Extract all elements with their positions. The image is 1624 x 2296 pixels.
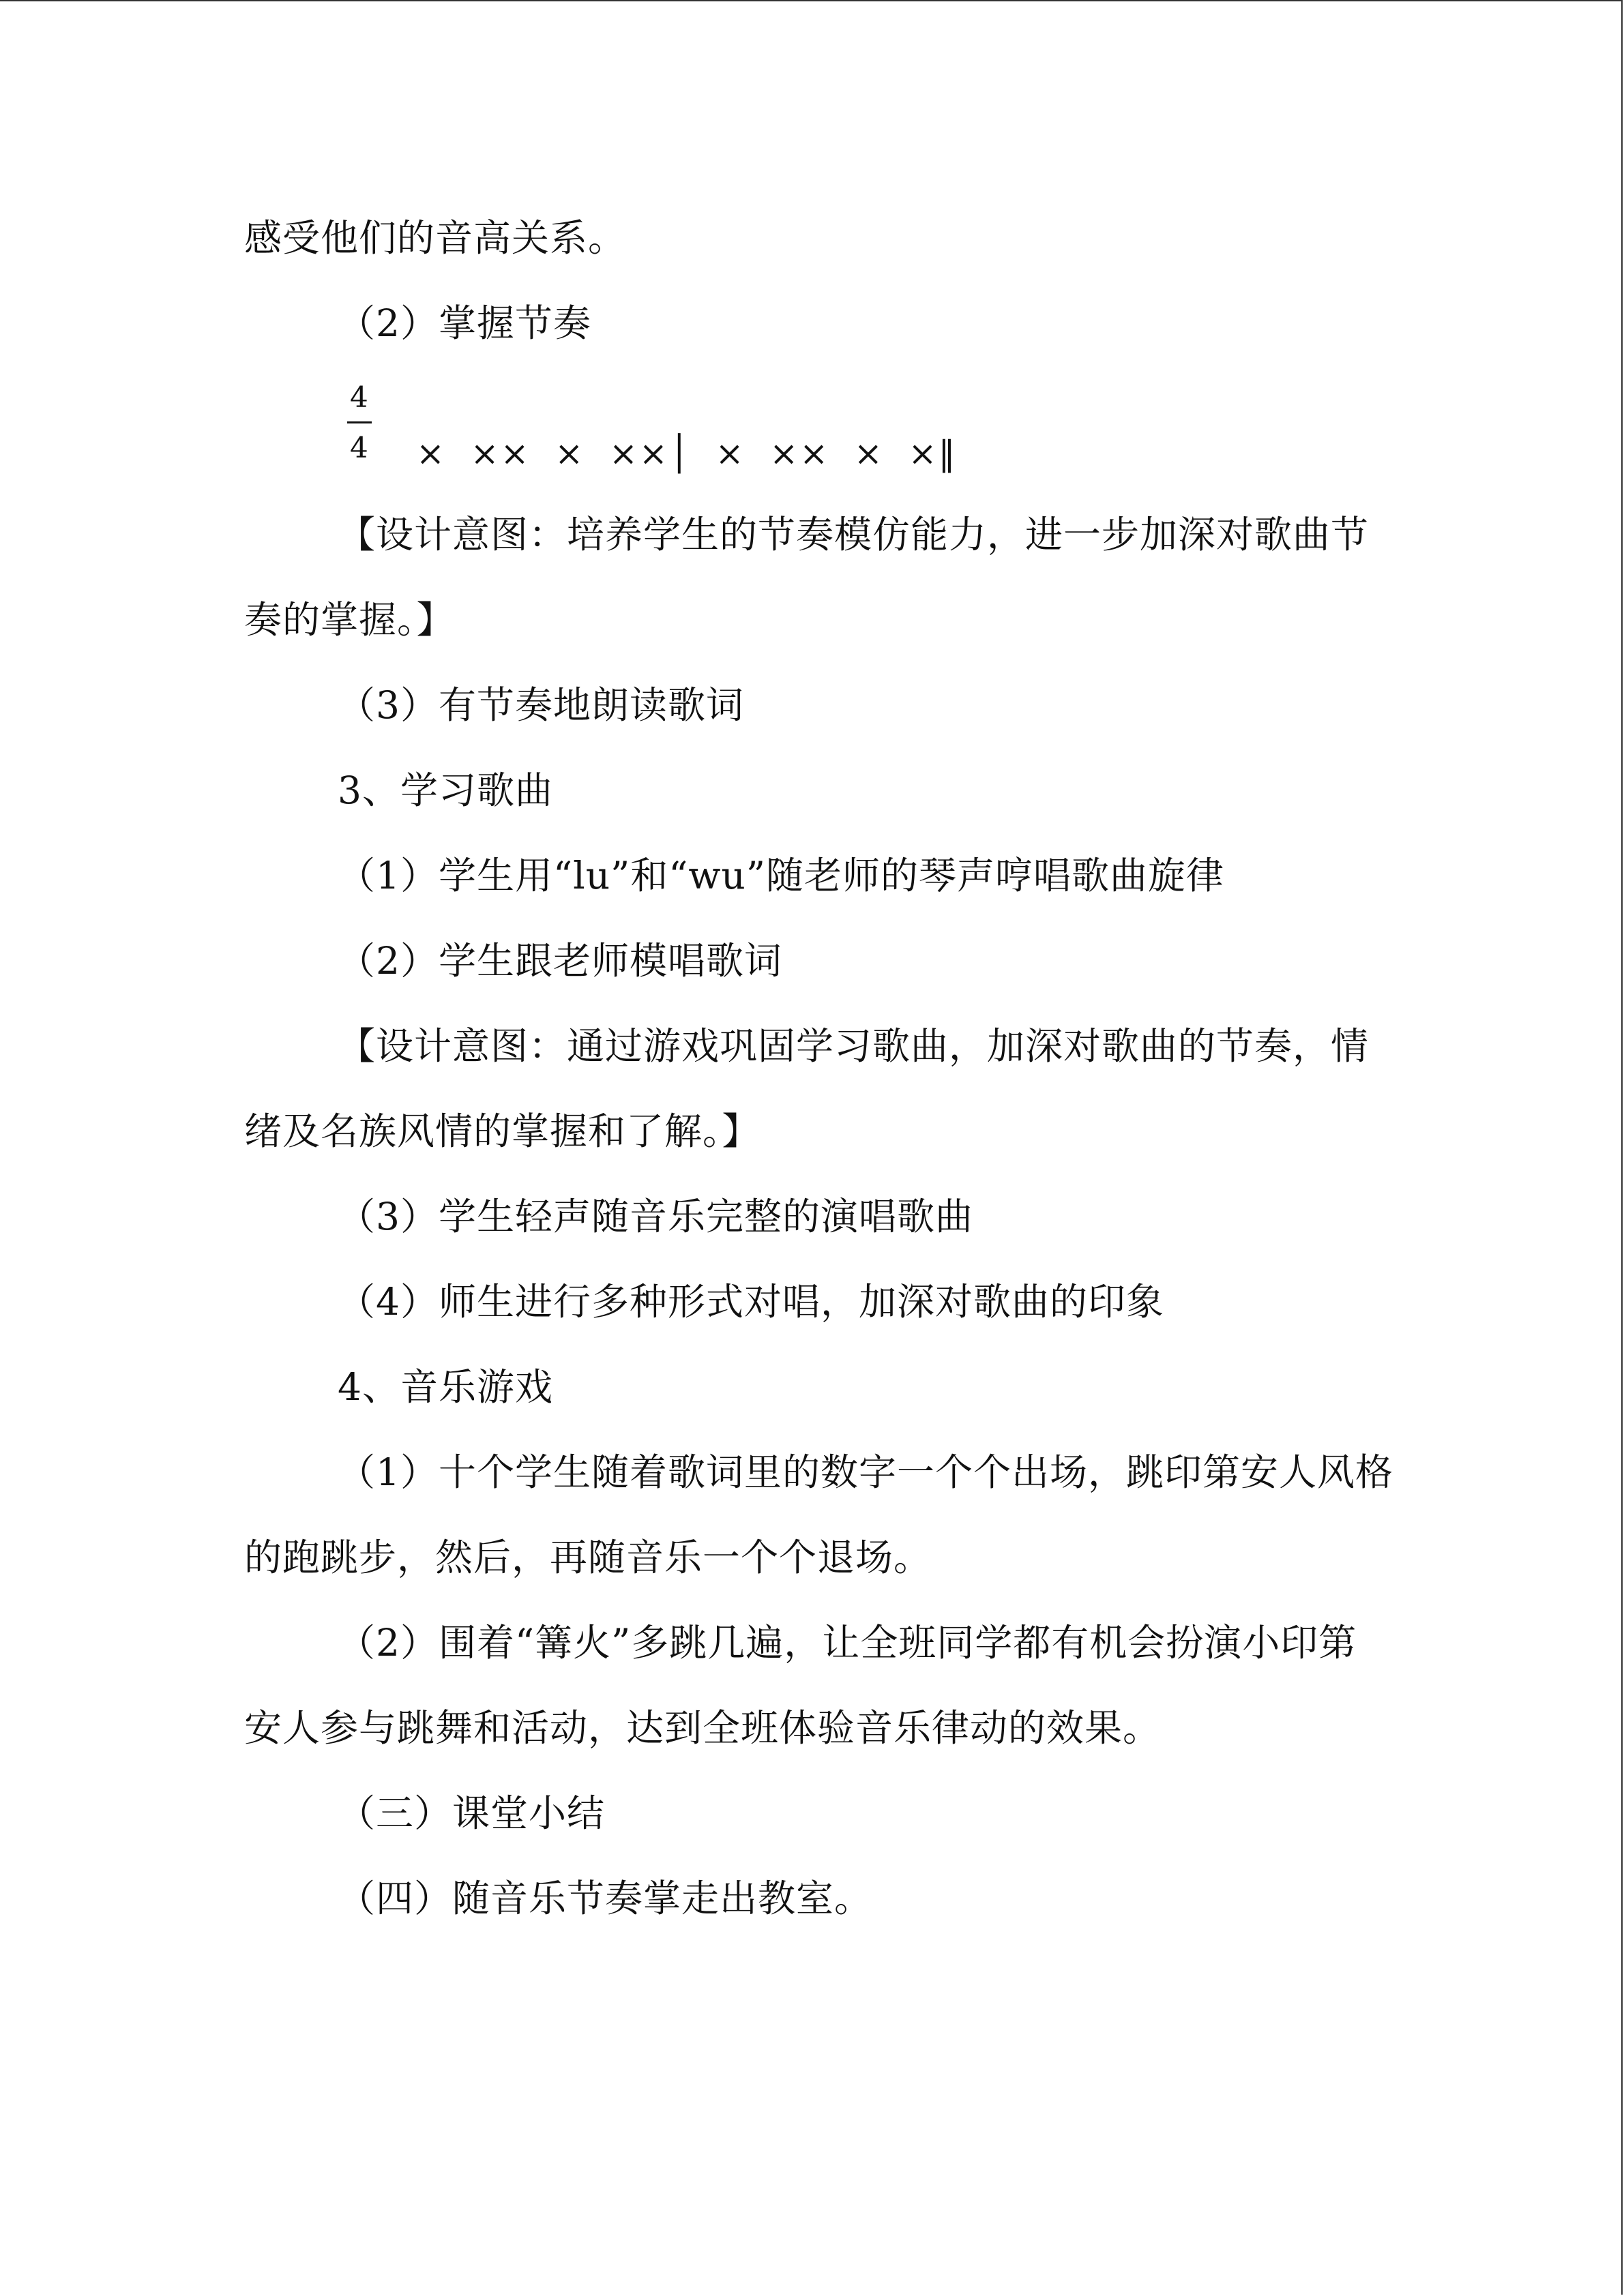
paragraph-line: 的跑跳步，然后，再随音乐一个个退场。	[244, 1536, 932, 1579]
design-intent-line: 奏的掌握。】	[244, 598, 455, 642]
time-signature-numerator: 4	[350, 381, 368, 414]
design-intent-line: 绪及名族风情的掌握和了解。】	[244, 1109, 761, 1153]
paragraph-line: （2）围着“篝火”多跳几遍，让全班同学都有机会扮演小印第	[338, 1621, 1357, 1665]
paragraph-line: （1）学生用“lu”和“wu”随老师的琴声哼唱歌曲旋律	[338, 854, 1224, 897]
section-heading: （四）随音乐节奏掌走出教室。	[338, 1877, 873, 1920]
section-heading: （3）有节奏地朗读歌词	[338, 683, 744, 727]
design-intent-line: 【设计意图：培养学生的节奏模仿能力，进一步加深对歌曲节	[338, 513, 1370, 556]
paragraph-line: （3）学生轻声随音乐完整的演唱歌曲	[338, 1195, 973, 1238]
section-heading: （2）掌握节奏	[338, 301, 591, 345]
time-signature-bar	[347, 421, 372, 423]
time-signature	[338, 375, 379, 484]
time-signature-denominator: 4	[350, 431, 368, 464]
section-heading: 3、学习歌曲	[338, 769, 553, 812]
design-intent-line: 【设计意图：通过游戏巩固学习歌曲，加深对歌曲的节奏，情	[338, 1024, 1370, 1068]
paragraph-line: （2）学生跟老师模唱歌词	[338, 939, 782, 983]
section-heading: （三）课堂小结	[338, 1791, 606, 1835]
paragraph-line: （4）师生进行多种形式对唱，加深对歌曲的印象	[338, 1280, 1164, 1324]
rhythm-notation	[338, 375, 1088, 484]
paragraph-line: 安人参与跳舞和活动，达到全班体验音乐律动的效果。	[244, 1706, 1162, 1750]
section-heading: 4、音乐游戏	[338, 1365, 553, 1409]
paragraph-line: 感受他们的音高关系。	[244, 216, 627, 260]
paragraph-line: （1）十个学生随着歌词里的数字一个个出场，跳印第安人风格	[338, 1450, 1393, 1494]
rhythm-beats: × ×× × ××│ × ×× × ×‖	[416, 434, 957, 473]
